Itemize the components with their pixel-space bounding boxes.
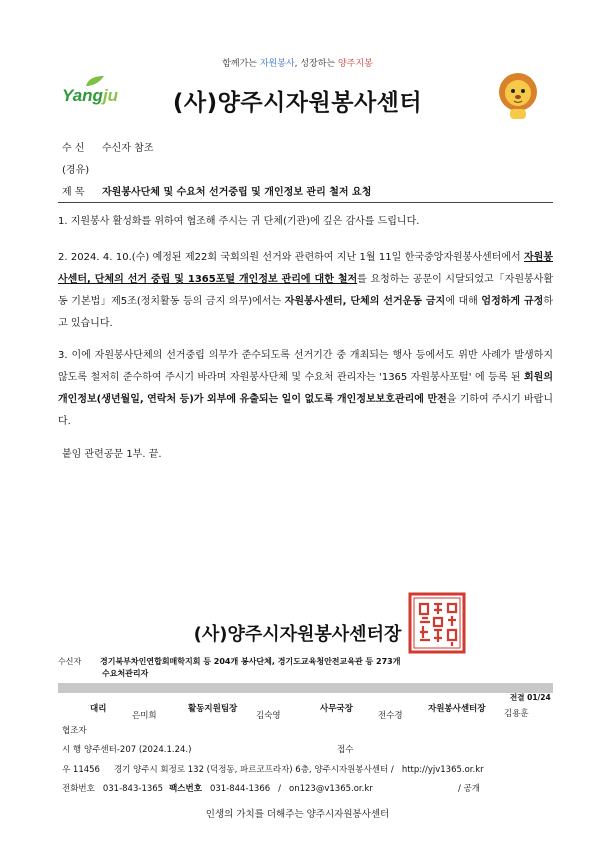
p3-bold: 회원의 개인정보(생년월일, 연락처 등)가 외부에 유출되는 일이 없도록 개인정보보호관리에 만전 (58, 372, 553, 405)
subject-row (62, 183, 371, 198)
cooperator-label: 협조자 (62, 726, 87, 736)
slogan-blue: 자원봉사 (259, 59, 295, 69)
postal-code: 우 11456 (62, 765, 100, 775)
separator: / (278, 784, 282, 794)
approver-4-label: 자원봉사센터장 (428, 704, 486, 714)
recipient-label: 수 신 (62, 143, 85, 154)
paragraph-1: 1. 지원봉사 활성화를 위하여 협조해 주시는 귀 단체(기관)에 깊은 감사를 드립니다. (58, 216, 420, 227)
p2-bold-2: 엄정하게 규정 (481, 296, 544, 307)
address: 경기 양주시 회정로 132 (덕정동, 파르코프라자) 6층, 양주시자원봉사센터 / (113, 765, 394, 775)
phone-label: 전화번호 (62, 784, 95, 794)
p2-text-c: 에 대해 (445, 296, 482, 307)
subject-label: 제 목 (62, 187, 85, 198)
p2-text-d: 하고 있습니다. (58, 296, 553, 329)
header-divider (58, 202, 553, 203)
approval-stamp: 전결 01/24 (510, 693, 551, 702)
exec-value: 양주센터-207 (2024.1.24.) (84, 745, 192, 755)
approver-1-label: 대리 (90, 704, 107, 714)
sender-name: (사)양주시자원봉사센터장 (193, 624, 402, 645)
public-status: / 공개 (458, 784, 480, 794)
paragraph-3 (58, 345, 553, 433)
email-link[interactable]: on123@v1365.or.kr (289, 784, 373, 794)
recipients-line-1: 경기북부차인연합회매학지회 등 204개 봉사단체, 경기도교육청안전교육관 등 273개 (100, 657, 401, 666)
organization-title: (사)양주시자원봉사센터 (172, 90, 423, 116)
logo-ju: ju (102, 86, 119, 105)
logo-yang: Yang (62, 86, 103, 105)
p3-text-b: 을 기하여 주시기 바랍니다. (58, 394, 553, 427)
recipients-block (58, 656, 400, 667)
recipients-line-2: 수요처관리자 (102, 669, 149, 678)
p2-text-b: 를 요청하는 공문이 시달되었고「자원봉사활동 기본법」제5조(정치활동 등의 금지 의무)에서는 (58, 274, 553, 307)
slogan-mid: , 성장하는 (294, 59, 338, 69)
recipient-row (62, 139, 153, 154)
separator-bar (58, 683, 553, 693)
approver-2-label: 활동지원팀장 (188, 704, 238, 714)
subject-value: 자원봉사단체 및 수요처 선거중립 및 개인정보 관리 철저 요청 (102, 187, 372, 198)
approver-2-name: 김숙영 (256, 711, 281, 721)
exec-label: 시 행 (62, 745, 82, 755)
slogan-prefix: 함께가는 (222, 59, 260, 69)
via-label: (경유) (62, 165, 90, 176)
phone-value: 031-843-1365 (102, 784, 164, 794)
approver-4-name: 김용훈 (504, 709, 529, 719)
fax-label: 팩스번호 (169, 784, 202, 794)
official-seal-icon (408, 592, 466, 654)
footer-motto: 인생의 가치를 더해주는 양주시자원봉사센터 (205, 809, 390, 820)
approver-3-label: 사무국장 (320, 704, 353, 714)
p2-bold-1: 자원봉사센터, 단체의 선거운동 금지 (284, 296, 446, 307)
paragraph-2 (58, 247, 553, 335)
slogan-red: 양주지봉 (338, 59, 373, 69)
lion-mascot-icon (496, 72, 540, 120)
recipients-label: 수신자 (58, 657, 82, 666)
exec-row (62, 743, 191, 755)
recipient-value: 수신자 참조 (102, 143, 154, 154)
approver-1-name: 은미희 (132, 711, 157, 721)
attachment-note: 붙임 관련공문 1부. 끝. (62, 449, 162, 460)
approver-3-name: 전수경 (378, 711, 403, 721)
p2-underlined: 자원봉사센터, 단체의 선거 중립 및 1365포털 개인정보 관리에 대한 철저 (58, 252, 553, 285)
slogan (0, 56, 595, 69)
p2-text-a: 2. 2024. 4. 10.(수) 예정된 제22회 국회의원 선거와 관련하여 지난 1월 11일 한국중앙자원봉사센터에서 (58, 252, 525, 263)
receipt-label: 접수 (337, 745, 354, 755)
p3-text-a: 3. 이에 자원봉사단체의 선거중립 의무가 준수되도록 선거기간 중 개최되는 행사 등에서도 위반 사례가 발생하지 않도록 철저히 준수하여 주시기 바라며 자원봉사단체 및 수요처 관리자는 '1365 자원봉사포털' 에 등록 된 (58, 350, 553, 383)
fax-value: 031-844-1366 (209, 784, 271, 794)
contact-row (62, 782, 373, 794)
homepage-link[interactable]: http://yjv1365.or.kr (401, 765, 484, 775)
address-row (62, 763, 484, 775)
